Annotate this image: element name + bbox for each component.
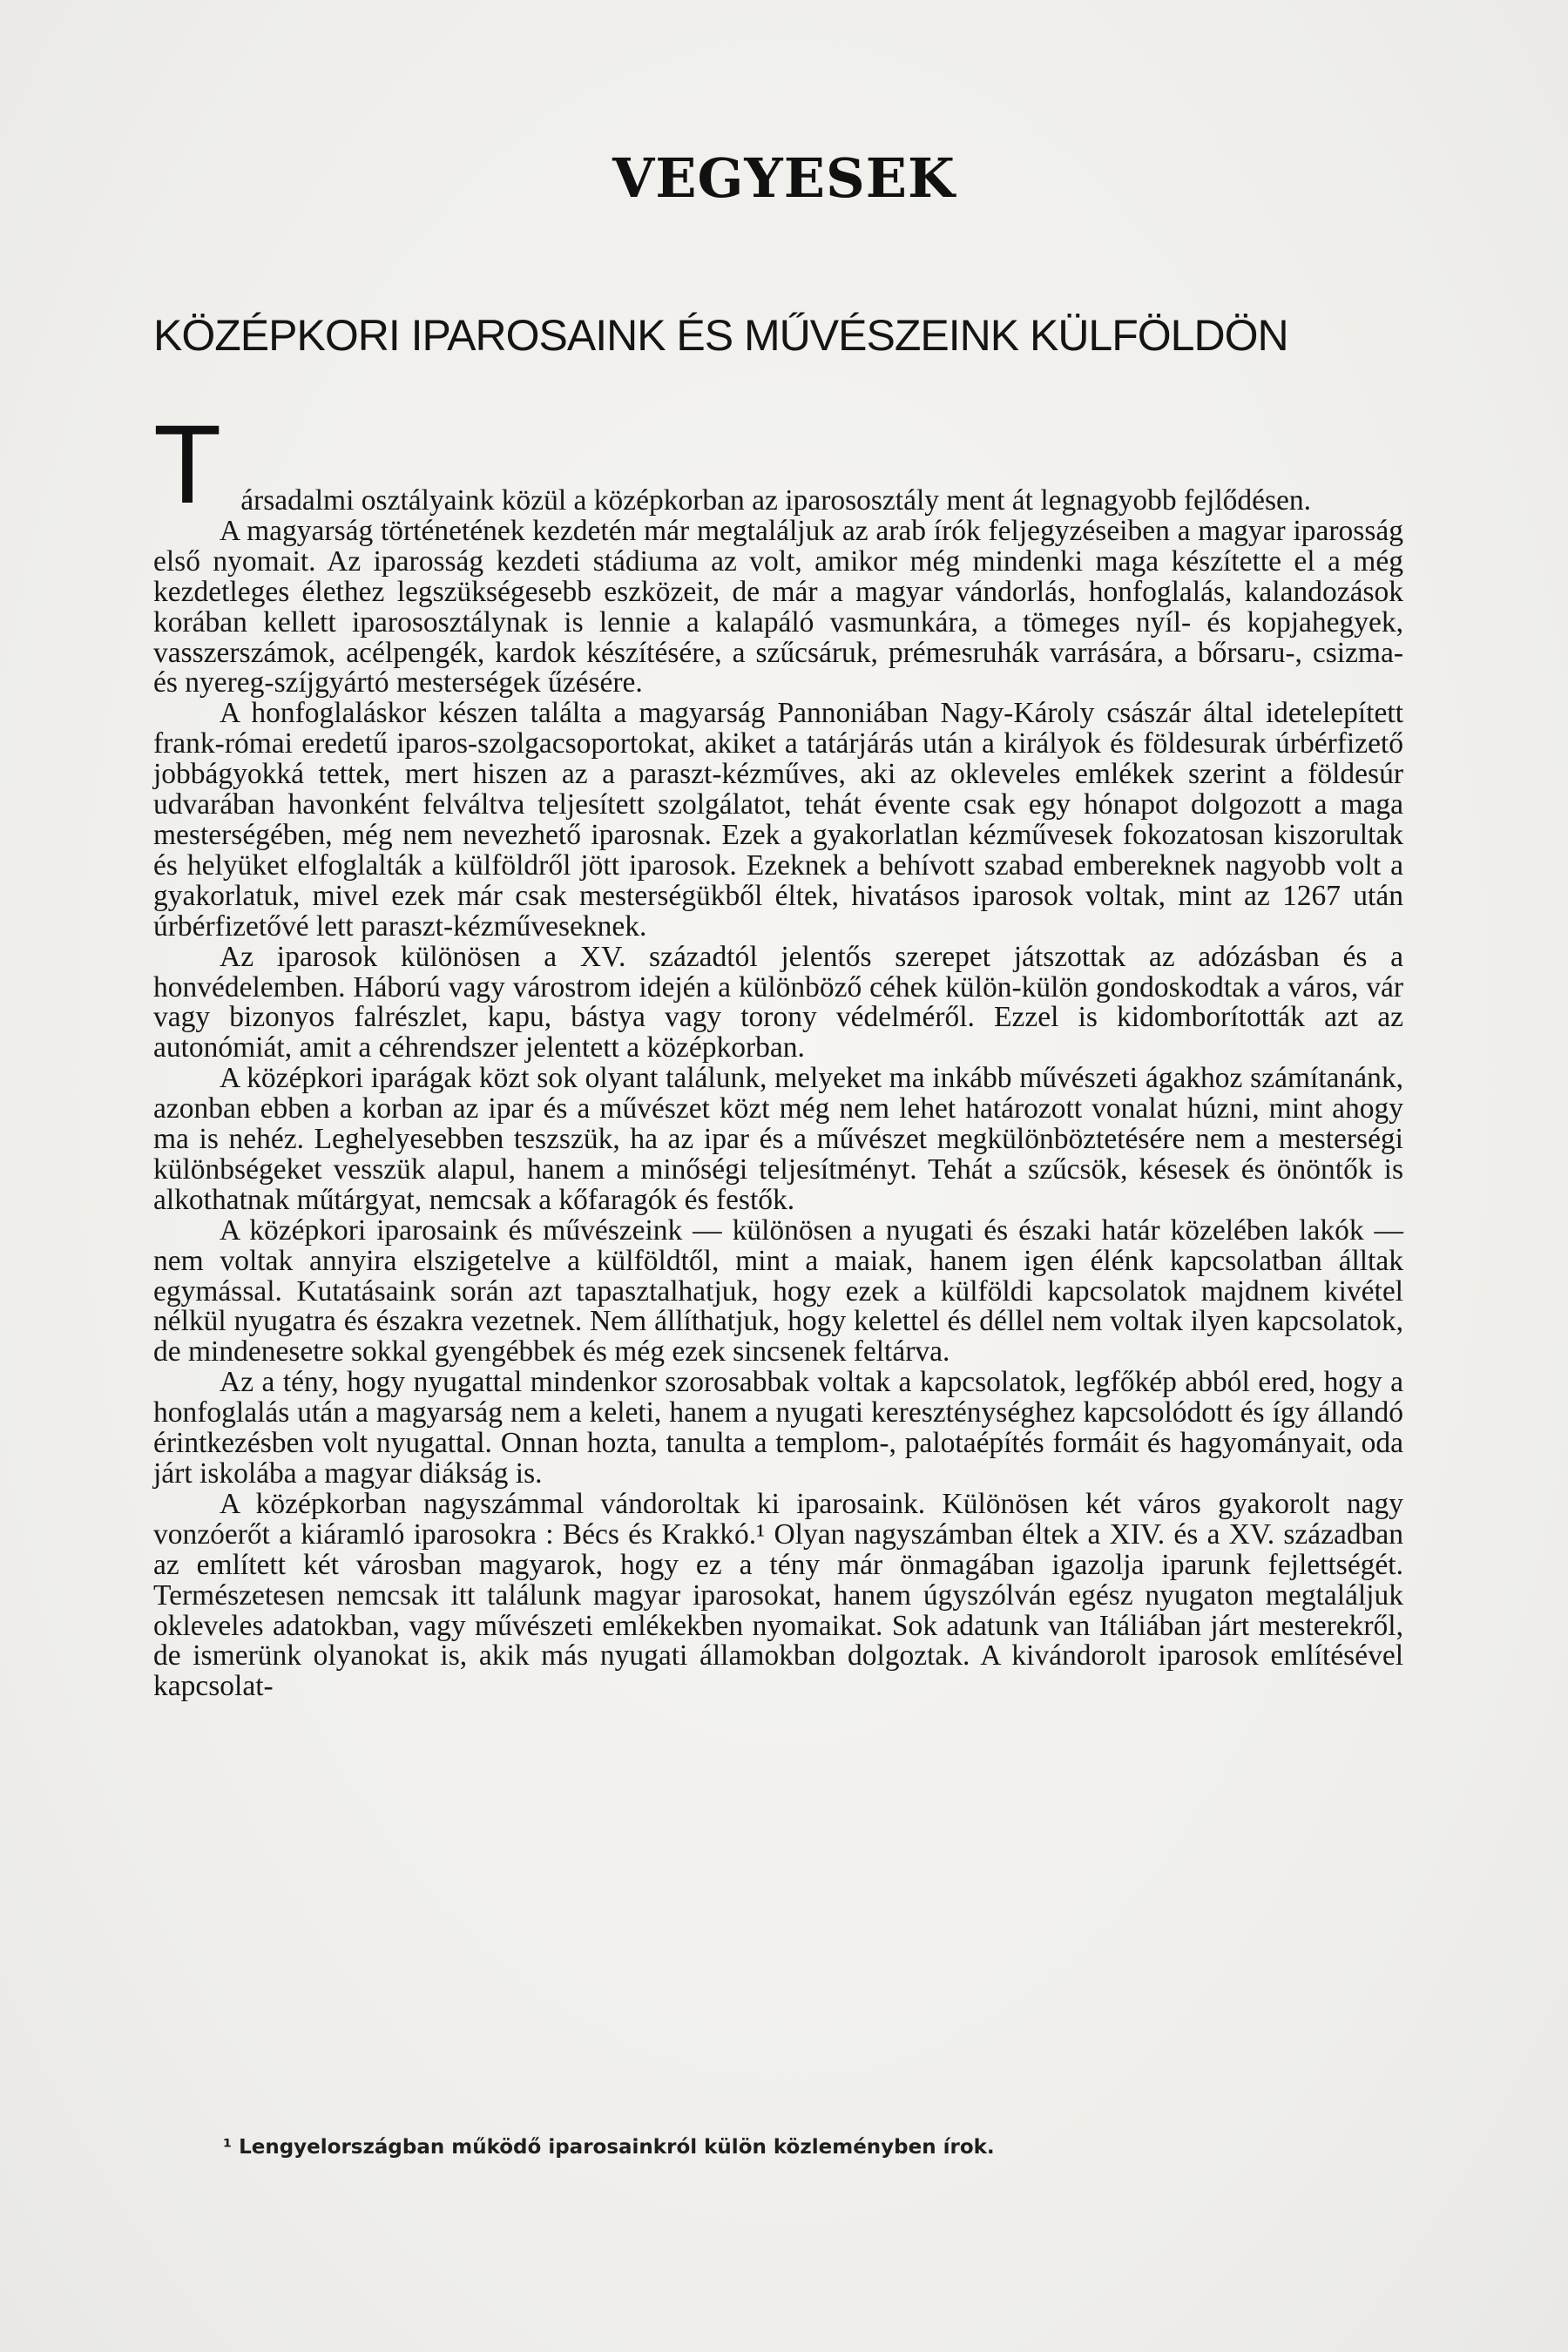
drop-cap: T <box>153 402 222 527</box>
footnote-marker: ¹ <box>223 2136 233 2159</box>
paragraph-8: A középkorban nagyszámmal vándoroltak ki iparosaink. Különösen két város gyakorolt nagy vonzóerőt a kiáramló iparosokra : Bécs és Krakkó.¹ Olyan nagyszámban éltek a XIV. és a XV. században az említett két városban magyarok, hogy ez a tény már önmagában igazolja iparunk fejlettségét. Természetesen nemcsak itt találunk magyar iparosokat, hanem úgyszólván egész nyugaton megtaláljuk okleveles adatokban, vagy művészeti emlékekben nyomaikat. Sok adatunk van Itáliában járt mesterekről, de ismerünk olyanokat is, akik más nyugati államokban dolgoztak. A kivándorolt iparosok említésével kapcsolat- <box>153 1487 1403 1703</box>
paragraph-6: A középkori iparosaink és művészeink — különösen a nyugati és északi határ közelében lakók — nem voltak annyira elszigetelve a külföldtől, mint a maiak, hanem igen élénk kapcsolatban álltak egymással. Kutatásaink során azt tapasztalhatjuk, hogy ezek a külföldi kapcsolatok majdnem kivétel nélkül nyugatra és északra vezetnek. Nem állíthatjuk, hogy kelettel és déllel nem voltak ilyen kapcsolatok, de mindenesetre sokkal gyengébbek és még ezek sincsenek feltárva. <box>153 1213 1403 1369</box>
footnote <box>223 2136 995 2159</box>
article-title: KÖZÉPKORI IPAROSAINK ÉS MŰVÉSZEINK KÜLFÖLDÖN <box>153 311 1288 360</box>
paragraph-5: A középkori iparágak közt sok olyant találunk, melyeket ma inkább művészeti ágakhoz számítanánk, azonban ebben a korban az ipar és a művészet közt még nem lehet határozott vonalat húzni, mint ahogy ma is nehéz. Leghelyesebben teszszük, ha az ipar és a művészet megkülönböztetésére nem a mesterségi különbségeket vesszük alapul, hanem a minőségi teljesítményt. Tehát a szűcsök, késesek és önöntők is alkothatnak műtárgyat, nemcsak a kőfaragók és festők. <box>153 1062 1403 1216</box>
paragraph-7: Az a tény, hogy nyugattal mindenkor szorosabbak voltak a kapcsolatok, legfőkép abból ered, hogy a honfoglalás után a magyarság nem a keleti, hanem a nyugati kereszténységhez kapcsolódott és így állandó érintkezésben volt nyugattal. Onnan hozta, tanulta a templom-, palotaépítés formáit és hagyományait, oda járt iskolába a magyar diákság is. <box>153 1366 1403 1490</box>
footnote-text: Lengyelországban működő iparosainkról külön közleményben írok. <box>239 2136 995 2159</box>
paragraph-2: A magyarság történetének kezdetén már megtaláljuk az arab írók feljegyzéseiben a magyar iparosság első nyomait. Az iparosság kezdeti stádiuma az volt, amikor még mindenki maga készítette el a még kezdetleges élethez legszükségesebb eszközeit, de már a magyar vándorlás, honfoglalás, kalandozások korában kellett iparososztálynak is lennie a kalapáló vasmunkára, a tömeges nyíl- és kopjahegyek, vasszerszámok, acélpengék, kardok készítésére, a szűcsáruk, prémesruhák varrására, a bőrsaru-, csizma- és nyereg-szíjgyártó mesterségek űzésére. <box>153 514 1403 700</box>
paragraph-text: ársadalmi osztályaink közül a középkorban az iparososztály ment át legnagyobb fejlődésen. <box>240 484 1312 517</box>
paragraph-4: Az iparosok különösen a XV. századtól jelentős szerepet játszottak az adózásban és a honvédelemben. Háború vagy várostrom idején a különböző céhek külön-külön gondoskodtak a város, vár vagy bizonyos falrészlet, kapu, bástya vagy torony védelméről. Ezzel is kidomborították azt az autonómiát, amit a céhrendszer jelentett a középkorban. <box>153 940 1403 1064</box>
paragraph-3: A honfoglaláskor készen találta a magyarság Pannoniában Nagy-Károly császár által idetelepített frank-római eredetű iparos-szolgacsoportokat, akiket a tatárjárás után a királyok és földesurak úrbérfizető jobbágyokká tettek, mert hiszen az a paraszt-kézműves, aki az okleveles emlékek szerint a földesúr udvarában havonként felváltva teljesített szolgálatot, tehát évente csak egy hónapot dolgozott a maga mesterségében, még nem nevezhető iparosnak. Ezek a gyakorlatlan kézművesek fokozatosan kiszorultak és helyüket elfoglalták a külföldről jött iparosok. Ezeknek a behívott szabad embereknek nagyobb volt a gyakorlatuk, mivel ezek már csak mesterségükből éltek, hivatásos iparosok voltak, mint az 1267 után úrbérfizetővé lett paraszt-kézműveseknek. <box>153 697 1403 943</box>
section-title: VEGYESEK <box>612 146 956 210</box>
dropcap-spacer <box>153 409 1403 486</box>
paragraph-1 <box>153 402 1403 527</box>
article-body <box>153 402 1403 1703</box>
